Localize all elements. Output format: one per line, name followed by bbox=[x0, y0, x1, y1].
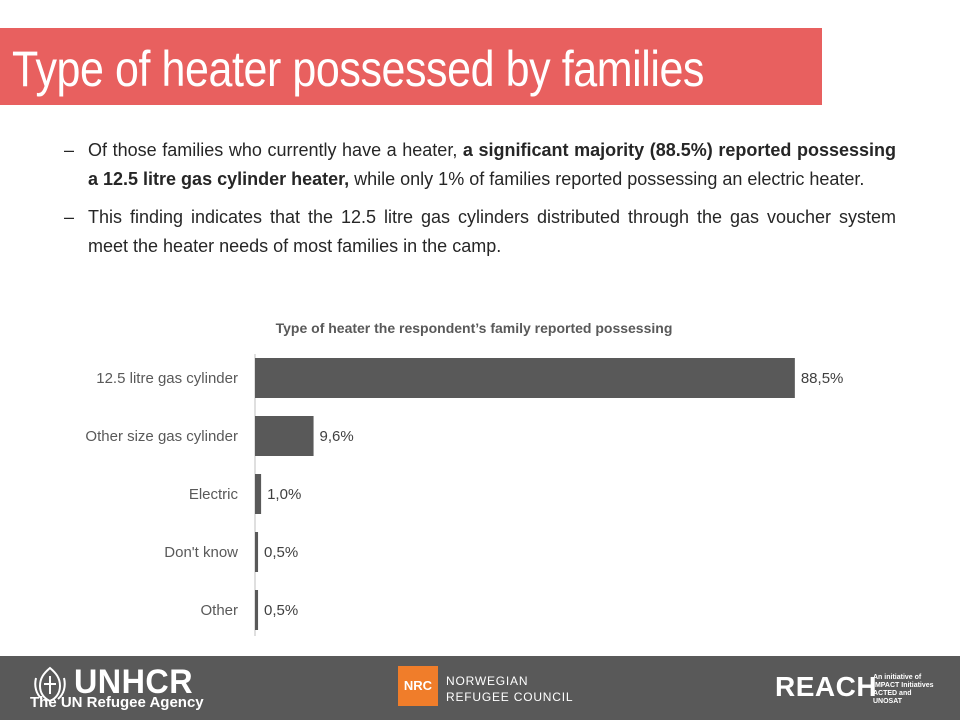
category-label: Other size gas cylinder bbox=[85, 428, 238, 445]
bar bbox=[255, 532, 258, 572]
nrc-name-line-1: NORWEGIAN bbox=[446, 674, 529, 688]
data-label: 0,5% bbox=[264, 602, 299, 619]
bullet-1-text-bold: a significant majority (88.5%) reported possessing a 12.5 litre gas cylinder heater, bbox=[88, 140, 896, 189]
chart-canvas bbox=[0, 314, 960, 644]
category-label: 12.5 litre gas cylinder bbox=[96, 370, 238, 387]
data-label: 9,6% bbox=[319, 428, 354, 445]
bar bbox=[255, 474, 261, 514]
page-title: Type of heater possessed by families bbox=[12, 41, 705, 97]
bullet-2-text: This finding indicates that the 12.5 litre gas cylinders distributed through the gas voucher system meet the heater needs of most families in the camp. bbox=[88, 207, 896, 256]
reach-name: REACH bbox=[775, 671, 878, 702]
bullet-dash: – bbox=[64, 140, 75, 160]
bullet-item-2 bbox=[64, 203, 896, 261]
data-label: 88,5% bbox=[800, 370, 844, 387]
bar bbox=[255, 358, 795, 398]
chart-title: Type of heater the respondent’s family reported possessing bbox=[275, 320, 673, 336]
bullet-item-1 bbox=[64, 136, 896, 194]
bullet-dash: – bbox=[64, 207, 75, 227]
bar-chart bbox=[0, 314, 960, 644]
unhcr-logo bbox=[30, 664, 220, 714]
bullet-1-text-end: while only 1% of families reported possessing an electric heater. bbox=[349, 169, 865, 189]
category-label: Don't know bbox=[164, 544, 238, 561]
data-label: 1,0% bbox=[267, 486, 302, 503]
unhcr-name: UNHCR bbox=[74, 663, 194, 701]
nrc-name-line-2: REFUGEE COUNCIL bbox=[446, 690, 574, 704]
nrc-logo bbox=[398, 664, 574, 710]
reach-tagline-2: IMPACT Initiatives bbox=[873, 682, 934, 689]
bar bbox=[255, 590, 258, 630]
reach-tagline-1: An initiative of bbox=[873, 674, 922, 681]
bullet-1-text-start: Of those families who currently have a heater, bbox=[88, 140, 463, 160]
category-label: Electric bbox=[188, 486, 238, 503]
reach-tagline-3: ACTED and UNOSAT bbox=[873, 690, 912, 705]
nrc-badge: NRC bbox=[398, 666, 438, 706]
reach-logo bbox=[775, 664, 945, 710]
unhcr-subtitle: The UN Refugee Agency bbox=[30, 694, 204, 711]
bar bbox=[255, 416, 314, 456]
bullet-list bbox=[64, 136, 896, 270]
data-label: 0,5% bbox=[264, 544, 299, 561]
category-label: Other bbox=[200, 602, 238, 619]
reach-tagline bbox=[873, 674, 939, 706]
